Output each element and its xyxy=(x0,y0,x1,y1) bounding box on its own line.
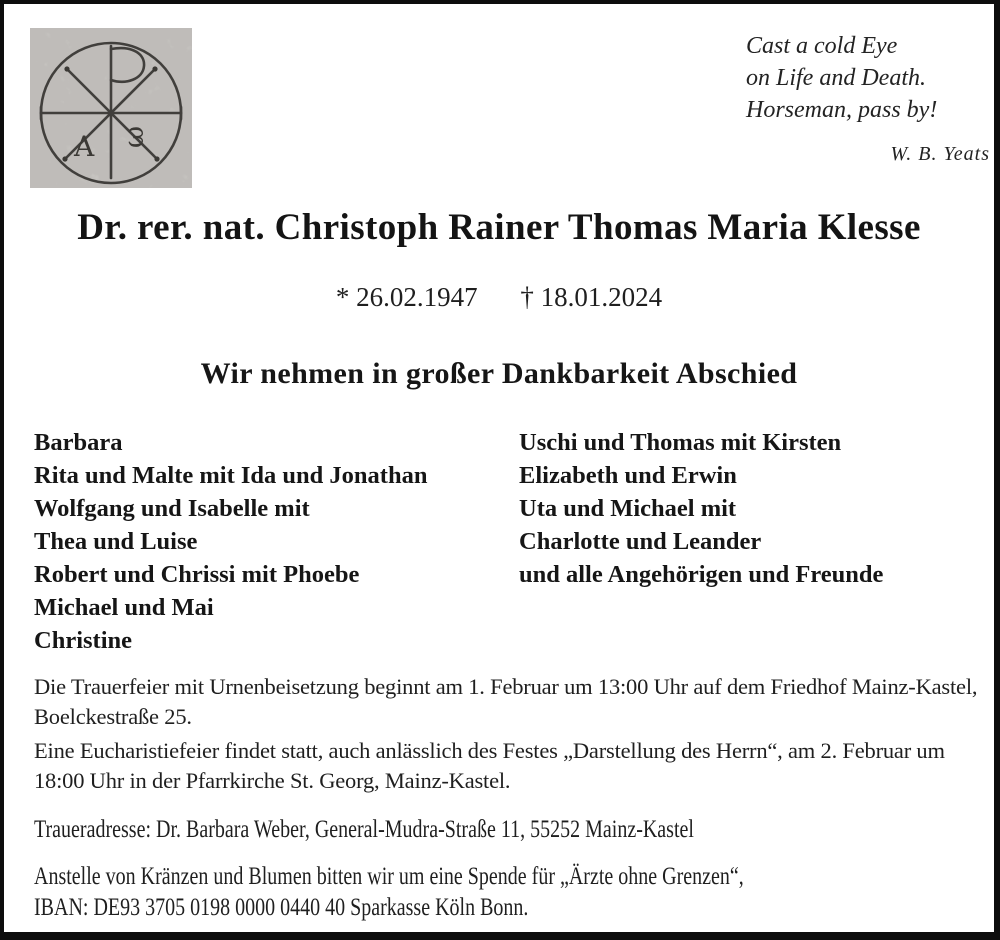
quote-line: Horseman, pass by! xyxy=(746,97,938,123)
mourners-column-left xyxy=(34,426,519,657)
donation-line xyxy=(34,892,990,923)
donation-line xyxy=(34,861,990,892)
birth-date: * 26.02.1947 xyxy=(335,282,478,312)
life-dates xyxy=(4,282,994,313)
farewell-headline: Wir nehmen in großer Dankbarkeit Abschied xyxy=(200,357,798,390)
mourner-name: Michael und Mai xyxy=(34,594,214,621)
mourner-name: Barbara xyxy=(34,429,123,456)
mourning-address-text: Traueradresse: Dr. Barbara Weber, General-Mudra-Straße 11, 55252 Mainz-Kastel xyxy=(34,816,694,843)
funeral-notice: Die Trauerfeier mit Urnenbeisetzung beginnt am 1. Februar um 13:00 Uhr auf dem Friedhof Mainz-Kastel, Boelckestraße 25. xyxy=(34,674,978,729)
mourner-name: Rita und Malte mit Ida und Jonathan xyxy=(34,462,428,489)
mourner-name: Robert und Chrissi mit Phoebe xyxy=(34,561,360,588)
mourner-name: Wolfgang und Isabelle mit xyxy=(34,495,310,522)
eucharist-notice: Eine Eucharistiefeier findet statt, auch anlässlich des Festes „Darstellung des Herrn“, am 2. Februar um 18:00 Uhr in der Pfarrkirche St. Georg, Mainz-Kastel. xyxy=(34,738,945,793)
death-date: † 18.01.2024 xyxy=(520,282,663,312)
deceased-name: Dr. rer. nat. Christoph Rainer Thomas Maria Klesse xyxy=(77,207,921,248)
mourning-address xyxy=(34,814,990,845)
iban-text: IBAN: DE93 3705 0198 0000 0440 40 Sparkasse Köln Bonn. xyxy=(34,894,529,921)
mourner-name: Charlotte und Leander xyxy=(519,528,762,555)
mourner-name: Uta und Michael mit xyxy=(519,495,737,522)
mourner-name: und alle Angehörigen und Freunde xyxy=(519,561,884,588)
donation-text: Anstelle von Kränzen und Blumen bitten wir um eine Spende für „Ärzte ohne Grenzen“, xyxy=(34,863,744,890)
quote-line: Cast a cold Eye xyxy=(746,33,898,59)
quote-attribution: W. B. Yeats xyxy=(890,143,990,165)
mourner-name: Thea und Luise xyxy=(34,528,198,555)
mourner-name: Uschi und Thomas mit Kirsten xyxy=(519,429,842,456)
donation-notice xyxy=(34,861,990,923)
chi-rho-icon xyxy=(30,28,192,188)
alpha-glyph: A xyxy=(74,130,95,163)
epitaph-quote xyxy=(746,30,992,170)
mourners-list xyxy=(34,426,974,657)
omega-glyph: ω xyxy=(119,125,150,149)
mourners-column-right xyxy=(519,426,974,657)
quote-line: on Life and Death. xyxy=(746,65,926,91)
mourner-name: Elizabeth und Erwin xyxy=(519,462,737,489)
mourner-name: Christine xyxy=(34,627,132,654)
